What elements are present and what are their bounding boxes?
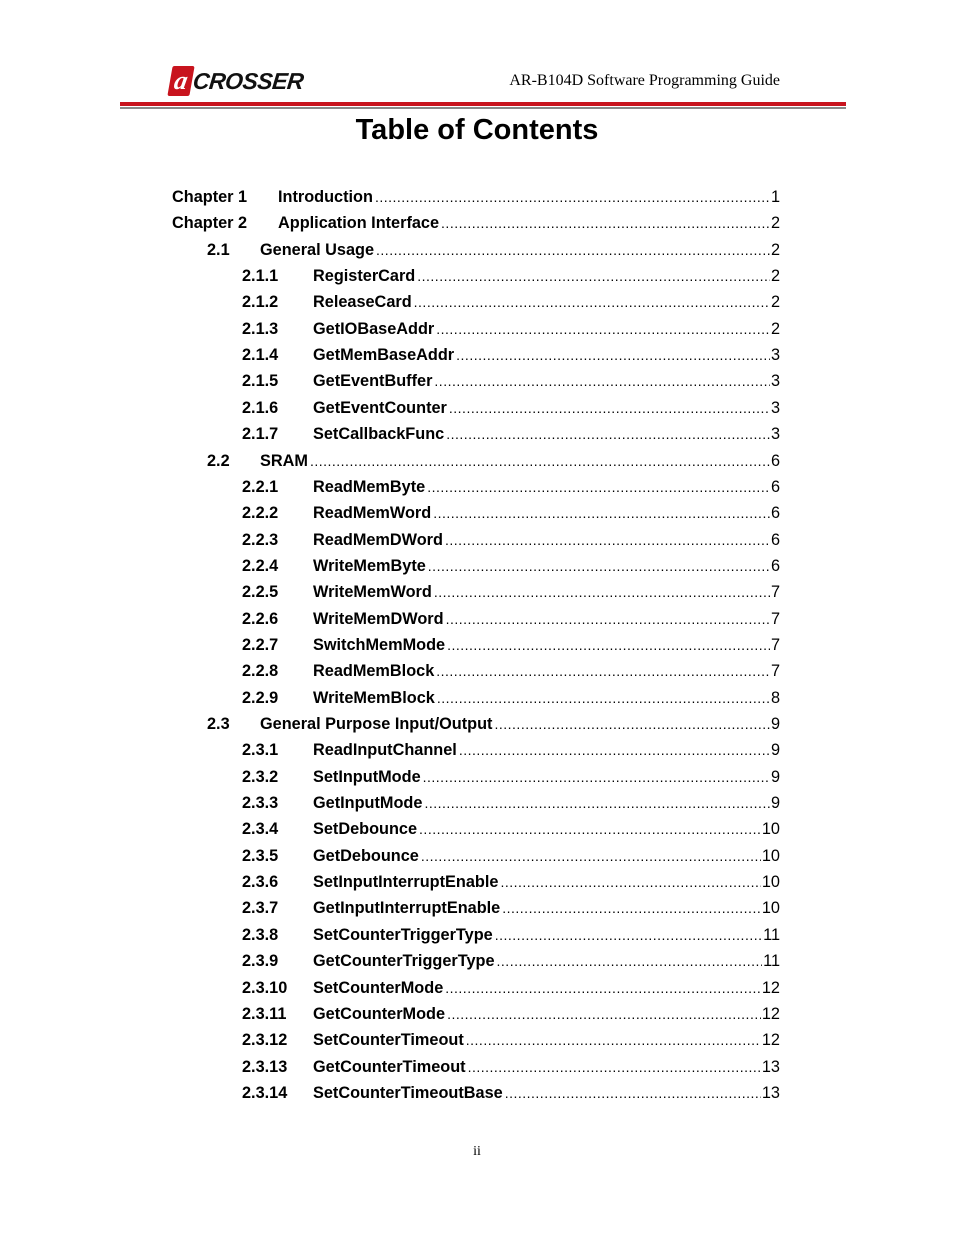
toc-entry[interactable] bbox=[0, 421, 954, 447]
toc-entry-number: Chapter 2 bbox=[172, 214, 248, 233]
toc-entry[interactable] bbox=[0, 579, 954, 605]
toc-entry[interactable] bbox=[0, 527, 954, 553]
toc-entry-number: 2.2.8 bbox=[242, 662, 279, 681]
toc-entry-page: 6 bbox=[770, 477, 780, 496]
toc-entry[interactable] bbox=[0, 237, 954, 263]
toc-entry-number: 2.1.4 bbox=[242, 346, 279, 365]
toc-entry-link[interactable] bbox=[313, 790, 780, 816]
toc-dot-leader bbox=[456, 342, 770, 368]
toc-entry-link[interactable] bbox=[260, 448, 780, 474]
header-rule-red bbox=[120, 102, 846, 106]
toc-entry-label: ReadMemWord bbox=[313, 504, 432, 523]
toc-entry[interactable] bbox=[0, 342, 954, 368]
toc-entry-link[interactable] bbox=[313, 316, 780, 342]
toc-entry-number: 2.3.14 bbox=[242, 1083, 288, 1102]
toc-entry-label: SetInputInterruptEnable bbox=[313, 873, 499, 892]
toc-entry-label: WriteMemBlock bbox=[313, 688, 435, 707]
toc-entry-link[interactable] bbox=[313, 395, 780, 421]
toc-entry-label: SetCounterTriggerType bbox=[313, 925, 493, 944]
toc-entry-link[interactable] bbox=[313, 263, 780, 289]
toc-entry-page: 11 bbox=[763, 925, 780, 944]
toc-entry-label: GetEventCounter bbox=[313, 398, 447, 417]
toc-entry-page: 10 bbox=[761, 820, 780, 839]
toc-entry-page: 6 bbox=[770, 556, 780, 575]
toc-entry-link[interactable] bbox=[278, 184, 780, 210]
toc-dot-leader bbox=[505, 1080, 761, 1106]
toc-entry-link[interactable] bbox=[313, 421, 780, 447]
toc-entry-link[interactable] bbox=[313, 685, 780, 711]
toc-entry-link[interactable] bbox=[313, 500, 780, 526]
toc-entry-link[interactable] bbox=[313, 922, 780, 948]
toc-dot-leader bbox=[433, 500, 770, 526]
toc-entry-number: 2.3.9 bbox=[242, 952, 279, 971]
toc-entry-page: 6 bbox=[770, 451, 780, 470]
toc-entry-page: 9 bbox=[770, 741, 780, 760]
toc-dot-leader bbox=[417, 263, 770, 289]
toc-dot-leader bbox=[502, 895, 761, 921]
toc-dot-leader bbox=[459, 737, 770, 763]
toc-entry-page: 6 bbox=[770, 504, 780, 523]
toc-dot-leader bbox=[446, 421, 770, 447]
toc-entry-link[interactable] bbox=[313, 1054, 780, 1080]
toc-entry-label: ReadMemDWord bbox=[313, 530, 443, 549]
toc-entry[interactable] bbox=[0, 1001, 954, 1027]
toc-entry[interactable] bbox=[0, 1027, 954, 1053]
toc-entry-label: General Usage bbox=[260, 240, 375, 259]
toc-dot-leader bbox=[376, 237, 770, 263]
toc-dot-leader bbox=[434, 368, 770, 394]
toc-dot-leader bbox=[494, 711, 769, 737]
toc-entry-link[interactable] bbox=[313, 527, 780, 553]
toc-entry[interactable] bbox=[0, 711, 954, 737]
toc-entry[interactable] bbox=[0, 685, 954, 711]
toc-dot-leader bbox=[446, 606, 770, 632]
toc-entry-number: 2.1 bbox=[207, 240, 230, 259]
toc-entry-link[interactable] bbox=[313, 289, 780, 315]
toc-entry-number: 2.2.6 bbox=[242, 609, 279, 628]
toc-entry-link[interactable] bbox=[313, 895, 780, 921]
toc-entry-number: 2.1.7 bbox=[242, 425, 279, 444]
toc-entry-number: 2.1.2 bbox=[242, 293, 279, 312]
toc-entry-label: SetCounterMode bbox=[313, 978, 444, 997]
toc-entry-number: 2.3.1 bbox=[242, 741, 279, 760]
acrosser-logo bbox=[170, 64, 303, 98]
toc-entry-label: GetIOBaseAddr bbox=[313, 319, 435, 338]
toc-entry[interactable] bbox=[0, 606, 954, 632]
toc-entry-page: 12 bbox=[761, 1004, 780, 1023]
toc-entry-link[interactable] bbox=[313, 1027, 780, 1053]
toc-entry-number: 2.1.1 bbox=[242, 267, 279, 286]
logo-text: CROSSER bbox=[191, 67, 305, 94]
toc-entry-page: 10 bbox=[761, 846, 780, 865]
toc-entry-label: SetCallbackFunc bbox=[313, 425, 445, 444]
toc-dot-leader bbox=[414, 289, 770, 315]
toc-entry[interactable] bbox=[0, 448, 954, 474]
toc-entry-link[interactable] bbox=[313, 764, 780, 790]
toc-dot-leader bbox=[434, 579, 770, 605]
toc-entry[interactable] bbox=[0, 553, 954, 579]
toc-entry-page: 1 bbox=[770, 188, 780, 206]
toc-entry[interactable] bbox=[0, 1054, 954, 1080]
toc-entry-label: GetCounterTimeout bbox=[313, 1057, 466, 1076]
toc-entry-label: GetMemBaseAddr bbox=[313, 346, 455, 365]
toc-entry-page: 10 bbox=[761, 899, 780, 918]
toc-dot-leader bbox=[436, 316, 770, 342]
toc-entry-page: 2 bbox=[770, 214, 780, 233]
toc-entry-link[interactable] bbox=[260, 237, 780, 263]
toc-entry-number: 2.3.7 bbox=[242, 899, 279, 918]
toc-entry-page: 3 bbox=[770, 398, 780, 417]
toc-dot-leader bbox=[497, 948, 763, 974]
toc-dot-leader bbox=[427, 474, 770, 500]
toc-dot-leader bbox=[500, 869, 760, 895]
toc-entry[interactable] bbox=[0, 395, 954, 421]
toc-entry-link[interactable] bbox=[313, 474, 780, 500]
toc-entry-label: WriteMemDWord bbox=[313, 609, 444, 628]
toc-entry[interactable] bbox=[0, 1080, 954, 1106]
toc-entry-link[interactable] bbox=[313, 869, 780, 895]
toc-entry-link[interactable] bbox=[313, 948, 780, 974]
toc-entry-page: 9 bbox=[770, 715, 780, 733]
header-rule-gray bbox=[120, 107, 846, 109]
toc-entry[interactable] bbox=[0, 500, 954, 526]
toc-entry-link[interactable] bbox=[313, 816, 780, 842]
toc-entry-page: 7 bbox=[770, 635, 780, 654]
toc-entry-label: ReadMemBlock bbox=[313, 662, 435, 681]
toc-entry-link[interactable] bbox=[313, 632, 780, 658]
toc-dot-leader bbox=[421, 843, 761, 869]
toc-entry[interactable] bbox=[0, 975, 954, 1001]
toc-entry-number: 2.3.2 bbox=[242, 767, 279, 786]
toc-entry-link[interactable] bbox=[313, 975, 780, 1001]
toc-entry-label: GetInputInterruptEnable bbox=[313, 899, 501, 918]
toc-entry-link[interactable] bbox=[313, 1001, 780, 1027]
toc-entry[interactable] bbox=[0, 895, 954, 921]
toc-entry-number: 2.3.13 bbox=[242, 1057, 288, 1076]
toc-entry[interactable] bbox=[0, 764, 954, 790]
toc-entry[interactable] bbox=[0, 737, 954, 763]
toc-entry-number: 2.2 bbox=[207, 451, 230, 470]
toc-entry-link[interactable] bbox=[313, 579, 780, 605]
toc-entry-page: 7 bbox=[770, 662, 780, 681]
toc-entry[interactable] bbox=[0, 922, 954, 948]
toc-entry-page: 3 bbox=[770, 372, 780, 391]
toc-dot-leader bbox=[437, 685, 770, 711]
toc-dot-leader bbox=[447, 632, 770, 658]
toc-entry-label: SetCounterTimeout bbox=[313, 1031, 464, 1050]
toc-entry-link[interactable] bbox=[313, 606, 780, 632]
toc-entry-label: RegisterCard bbox=[313, 267, 416, 286]
toc-entry-link[interactable] bbox=[313, 737, 780, 763]
toc-entry-page: 12 bbox=[761, 1031, 780, 1050]
toc-entry-label: SRAM bbox=[260, 451, 308, 470]
toc-entry-label: GetDebounce bbox=[313, 846, 419, 865]
toc-entry[interactable] bbox=[0, 474, 954, 500]
toc-entry-number: 2.3.8 bbox=[242, 925, 279, 944]
toc-entry-number: 2.2.9 bbox=[242, 688, 279, 707]
toc-dot-leader bbox=[419, 816, 761, 842]
toc-entry-page: 9 bbox=[770, 794, 780, 813]
toc-entry-number: 2.1.3 bbox=[242, 319, 279, 338]
toc-entry-number: 2.2.7 bbox=[242, 635, 279, 654]
toc-entry-number: 2.3 bbox=[207, 715, 230, 733]
toc-entry[interactable] bbox=[0, 816, 954, 842]
toc-entry-number: 2.3.5 bbox=[242, 846, 279, 865]
toc-entry-link[interactable] bbox=[260, 711, 780, 737]
logo-mark: a bbox=[167, 66, 194, 96]
toc-entry-label: GetCounterMode bbox=[313, 1004, 446, 1023]
toc-dot-leader bbox=[436, 658, 770, 684]
toc-entry-link[interactable] bbox=[278, 210, 780, 236]
toc-entry[interactable] bbox=[0, 368, 954, 394]
toc-entry[interactable] bbox=[0, 210, 954, 236]
toc-entry-page: 13 bbox=[761, 1057, 780, 1076]
toc-entry-number: 2.2.3 bbox=[242, 530, 279, 549]
toc-entry-page: 12 bbox=[761, 978, 780, 997]
toc-entry-number: 2.3.3 bbox=[242, 794, 279, 813]
toc-entry-link[interactable] bbox=[313, 843, 780, 869]
toc-entry-page: 2 bbox=[770, 267, 780, 286]
toc-entry-page: 3 bbox=[770, 425, 780, 444]
toc-entry-label: SetDebounce bbox=[313, 820, 418, 839]
toc-dot-leader bbox=[423, 764, 770, 790]
toc-entry-page: 9 bbox=[770, 767, 780, 786]
toc-entry-number: 2.2.5 bbox=[242, 583, 279, 602]
page-header bbox=[0, 0, 954, 110]
toc-entry-label: WriteMemByte bbox=[313, 556, 426, 575]
toc-dot-leader bbox=[447, 1001, 761, 1027]
toc-entry-page: 11 bbox=[763, 952, 780, 971]
toc-entry[interactable] bbox=[0, 184, 954, 210]
toc-entry-page: 6 bbox=[770, 530, 780, 549]
page-number: ii bbox=[473, 1144, 481, 1159]
toc-title: Table of Contents bbox=[355, 114, 599, 146]
toc-dot-leader bbox=[449, 395, 770, 421]
toc-entry-label: ReadInputChannel bbox=[313, 741, 457, 760]
toc-entry-link[interactable] bbox=[313, 1080, 780, 1106]
toc-dot-leader bbox=[445, 527, 770, 553]
toc-dot-leader bbox=[428, 553, 770, 579]
toc-entry[interactable] bbox=[0, 843, 954, 869]
toc-entry-link[interactable] bbox=[313, 553, 780, 579]
toc-entry-page: 2 bbox=[770, 319, 780, 338]
toc-entry-label: ReadMemByte bbox=[313, 477, 426, 496]
toc-entry[interactable] bbox=[0, 316, 954, 342]
toc-entry-label: GetInputMode bbox=[313, 794, 423, 813]
toc-entry[interactable] bbox=[0, 790, 954, 816]
toc-entry-page: 2 bbox=[770, 240, 780, 259]
toc-entry-label: SetCounterTimeoutBase bbox=[313, 1083, 503, 1102]
toc-entry-number: 2.2.2 bbox=[242, 504, 279, 523]
toc-entry-page: 2 bbox=[770, 293, 780, 312]
toc-entry-link[interactable] bbox=[313, 368, 780, 394]
toc-entry-link[interactable] bbox=[313, 342, 780, 368]
toc-dot-leader bbox=[466, 1027, 761, 1053]
toc-entry[interactable] bbox=[0, 263, 954, 289]
toc-entry-page: 10 bbox=[761, 873, 780, 892]
toc-entry-label: SwitchMemMode bbox=[313, 635, 446, 654]
toc-entry-page: 13 bbox=[761, 1083, 780, 1102]
toc-entry-number: 2.1.6 bbox=[242, 398, 279, 417]
toc-entry-label: Introduction bbox=[278, 188, 373, 206]
toc-entry-label: ReleaseCard bbox=[313, 293, 412, 312]
toc-entry-label: GetCounterTriggerType bbox=[313, 952, 495, 971]
toc-entry-label: GetEventBuffer bbox=[313, 372, 433, 391]
toc-entry[interactable] bbox=[0, 632, 954, 658]
toc-entry-number: 2.3.6 bbox=[242, 873, 279, 892]
toc-entry[interactable] bbox=[0, 289, 954, 315]
toc-entry-number: 2.2.4 bbox=[242, 556, 279, 575]
toc-entry-label: Application Interface bbox=[278, 214, 440, 233]
toc-entry[interactable] bbox=[0, 948, 954, 974]
toc-dot-leader bbox=[424, 790, 770, 816]
toc-dot-leader bbox=[441, 210, 770, 236]
toc-entry-link[interactable] bbox=[313, 658, 780, 684]
toc-entry-number: 2.3.12 bbox=[242, 1031, 288, 1050]
toc-entry-page: 3 bbox=[770, 346, 780, 365]
toc-entry-number: 2.2.1 bbox=[242, 477, 279, 496]
toc-dot-leader bbox=[310, 448, 770, 474]
toc-entry-number: 2.1.5 bbox=[242, 372, 279, 391]
toc-entry-label: WriteMemWord bbox=[313, 583, 432, 602]
toc-entry-page: 7 bbox=[770, 583, 780, 602]
toc-entry-number: Chapter 1 bbox=[172, 188, 248, 206]
toc-entry-page: 8 bbox=[770, 688, 780, 707]
toc-entry-label: SetInputMode bbox=[313, 767, 421, 786]
toc-dot-leader bbox=[495, 922, 762, 948]
toc-entry-page: 7 bbox=[770, 609, 780, 628]
toc-entry-label: General Purpose Input/Output bbox=[260, 715, 493, 733]
toc-entry[interactable] bbox=[0, 658, 954, 684]
document-title: AR-B104D Software Programming Guide bbox=[509, 72, 780, 89]
toc-entry-number: 2.3.4 bbox=[242, 820, 279, 839]
toc-dot-leader bbox=[445, 975, 761, 1001]
toc-entry-number: 2.3.11 bbox=[242, 1004, 287, 1023]
toc-dot-leader bbox=[375, 184, 770, 210]
toc-entry[interactable] bbox=[0, 869, 954, 895]
toc-dot-leader bbox=[468, 1054, 761, 1080]
toc-entry-number: 2.3.10 bbox=[242, 978, 288, 997]
